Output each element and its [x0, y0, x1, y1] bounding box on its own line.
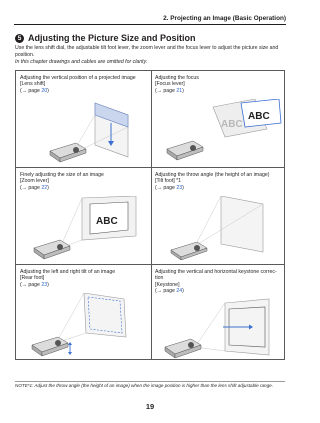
heading-title: Adjusting the Picture Size and Position	[28, 33, 196, 43]
step-number-badge: 5	[15, 34, 24, 43]
caption-line: [Tilt foot] *1	[155, 178, 182, 185]
focused-text: ABC	[248, 111, 270, 122]
lens-shift-illustration	[20, 99, 147, 163]
page-header	[14, 11, 286, 25]
section-title: 2. Projecting an Image (Basic Operation)	[163, 15, 286, 22]
header-rule	[14, 24, 286, 25]
cell-caption	[155, 269, 282, 295]
cell-keystone	[151, 265, 285, 361]
cell-caption	[20, 269, 147, 288]
cell-lens-shift	[16, 71, 151, 167]
adjustment-grid	[15, 70, 285, 360]
blurred-text: ABC	[221, 119, 243, 130]
tilt-foot-illustration	[155, 196, 282, 260]
caption-line: [Lens shift]	[20, 81, 46, 88]
cell-tilt-foot	[151, 168, 285, 264]
caption-line: Adjusting the vertical position of a projected image	[20, 75, 136, 81]
page-reference: (→ page 22)	[20, 184, 49, 191]
page-link[interactable]: 23	[176, 184, 183, 191]
keystone-illustration	[155, 297, 282, 361]
caption-line: Adjusting the vertical and horizontal keystone correc-	[155, 269, 277, 275]
page-link[interactable]: 21	[176, 87, 183, 94]
caption-line: tion	[155, 275, 164, 282]
cell-focus	[151, 71, 285, 167]
caption-line: Adjusting the left and right tilt of an image	[20, 269, 116, 275]
footnote: NOTE*1: Adjust the throw angle (the height of an image) when the image position is higher than the lens shift adjustable range.	[15, 383, 273, 388]
cell-zoom	[16, 168, 151, 264]
cell-rear-foot	[16, 265, 151, 361]
page-reference: (→ page 20)	[20, 87, 49, 94]
page-reference: (→ page 24)	[155, 288, 184, 295]
page-reference: (→ page 23)	[20, 281, 49, 288]
rear-foot-illustration	[20, 293, 147, 357]
intro-note: In this chapter drawings and cables are omitted for clarity.	[15, 58, 148, 65]
caption-line: [Keystone]	[155, 281, 180, 288]
focus-illustration	[155, 99, 282, 163]
caption-line: Adjusting the focus	[155, 75, 199, 81]
page-link[interactable]: 20	[41, 87, 48, 94]
page-reference: (→ page 21)	[155, 87, 184, 94]
caption-line: [Rear foot]	[20, 275, 45, 282]
cell-caption	[155, 75, 282, 94]
caption-line: [Zoom lever]	[20, 178, 49, 185]
page-link[interactable]: 24	[176, 288, 183, 295]
zoom-illustration	[20, 196, 147, 260]
caption-line: Adjusting the throw angle (the height of an image)	[155, 172, 270, 178]
page-link[interactable]: 23	[41, 281, 48, 288]
cell-caption	[20, 172, 147, 191]
page-reference: (→ page 23)	[155, 184, 184, 191]
zoom-screen-text: ABC	[96, 216, 118, 227]
cell-caption	[155, 172, 282, 191]
cell-caption	[20, 75, 147, 94]
caption-line: Finely adjusting the size of an image	[20, 172, 104, 178]
caption-line: [Focus lever]	[155, 81, 185, 88]
footnote-rule	[15, 381, 285, 382]
page-link[interactable]: 22	[41, 184, 48, 191]
intro-paragraph: Use the lens shift dial, the adjustable tilt foot lever, the zoom lever and the focus lever to adjust the picture size and position.	[15, 45, 279, 58]
page-heading	[15, 33, 196, 43]
page-number: 19	[145, 402, 155, 411]
